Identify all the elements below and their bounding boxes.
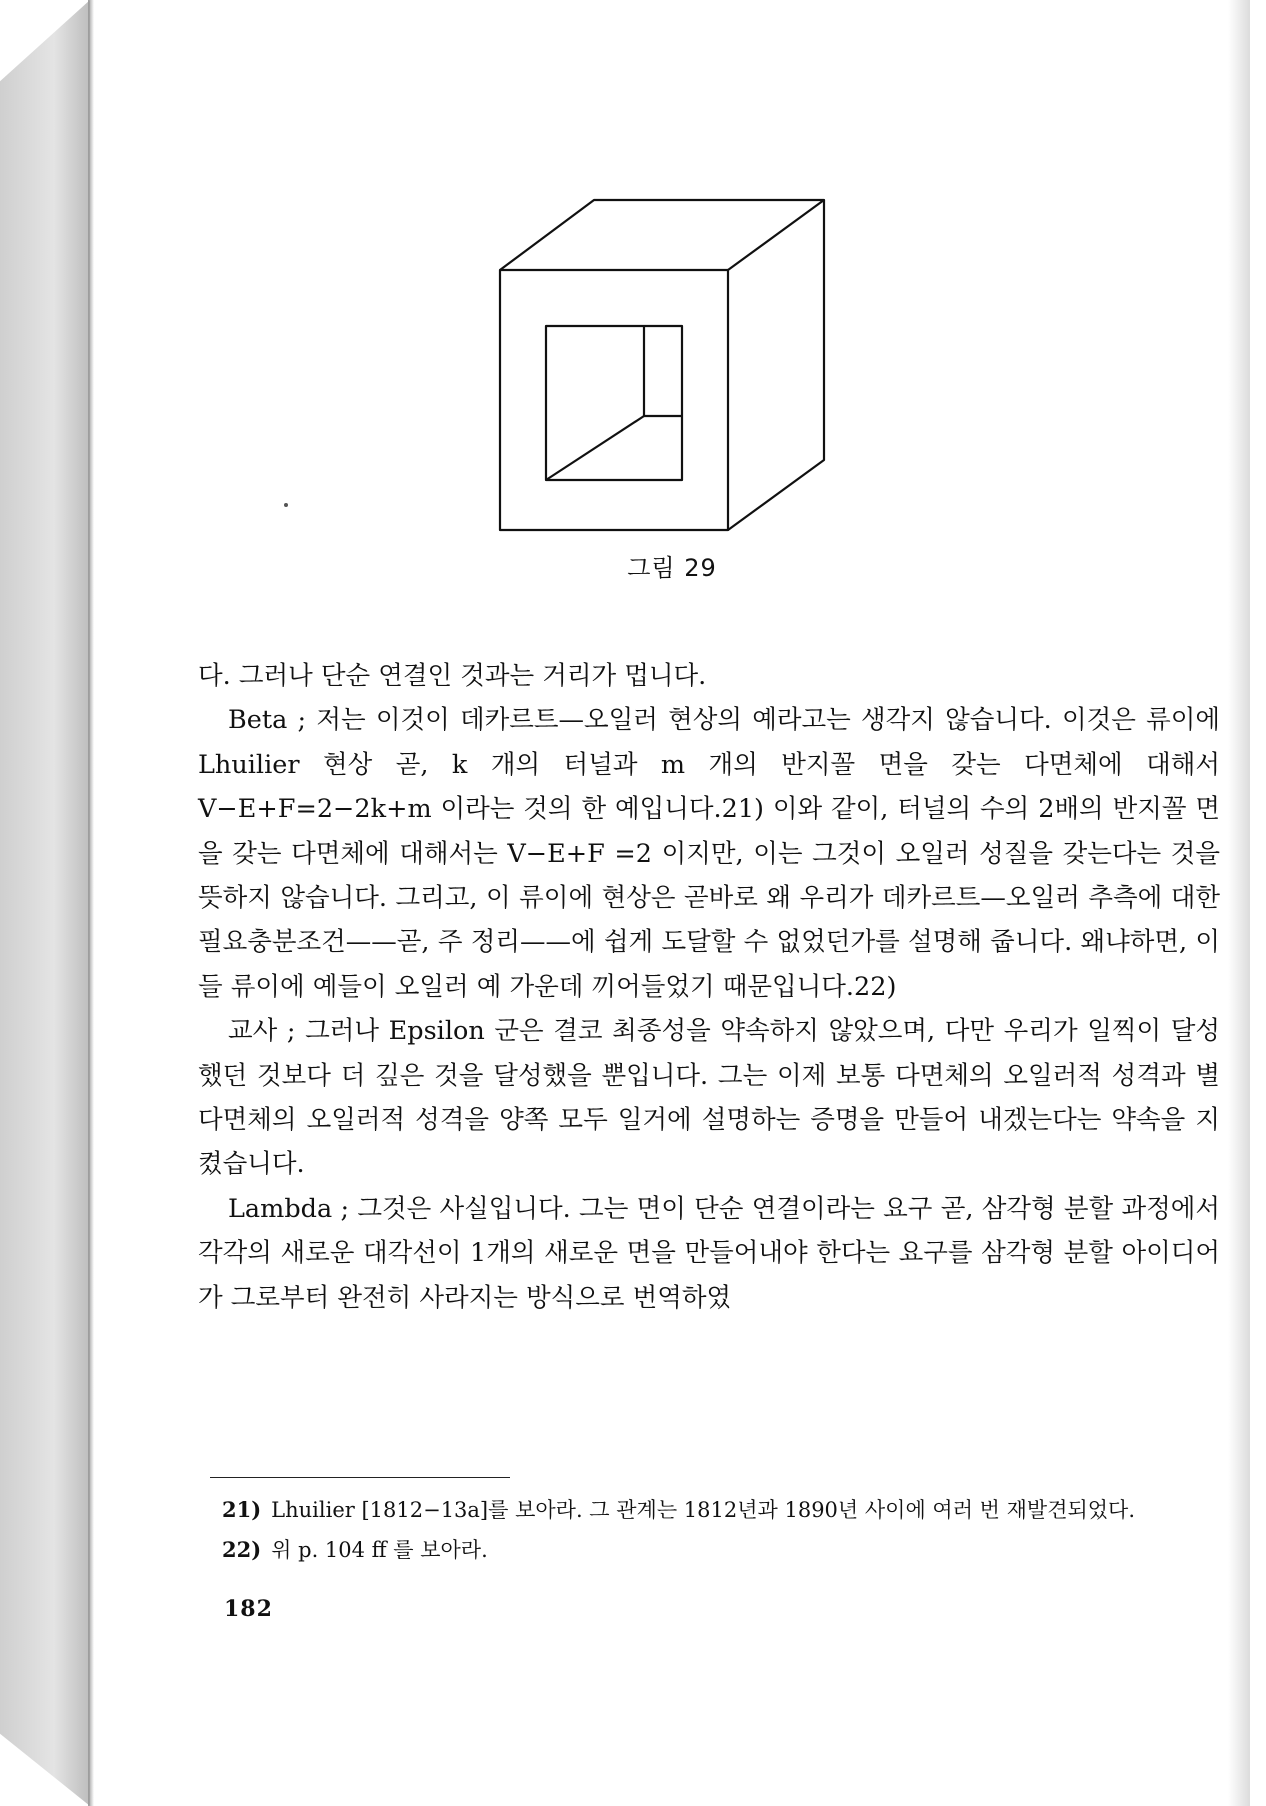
footnote-number: 22) xyxy=(222,1537,262,1562)
body-text xyxy=(198,654,1220,1320)
paragraph-lambda: Lambda ; 그것은 사실입니다. 그는 면이 단순 연결이라는 요구 곧, 삼각형 분할 과정에서 각각의 새로운 대각선이 1개의 새로운 면을 만들어내야 한다는 요구를 삼각형 분할 아이디어가 그로부터 완전히 사라지는 방식으로 번역하였 xyxy=(198,1193,1220,1313)
stray-mark xyxy=(284,503,288,507)
paragraph-continuation: 다. 그러나 단순 연결인 것과는 거리가 멉니다. xyxy=(198,661,707,691)
tunnel-diagonal-edge xyxy=(546,416,644,480)
footnote-text: Lhuilier [1812−13a]를 보아라. 그 관계는 1812년과 1890년 사이에 여러 번 재발견되었다. xyxy=(271,1498,1136,1522)
book-spine-edge xyxy=(0,0,90,1806)
figure-caption: 그림 29 xyxy=(627,554,717,582)
cube-top-face xyxy=(500,200,824,270)
footnote-number: 21) xyxy=(222,1497,262,1522)
footnotes xyxy=(222,1490,1222,1570)
footnote-divider xyxy=(210,1477,510,1478)
footnote-text: 위 p. 104 ff 를 보아라. xyxy=(271,1538,488,1562)
book-page xyxy=(94,0,1250,1806)
cube-front-face xyxy=(500,270,728,530)
page-number: 182 xyxy=(224,1596,273,1622)
tunnel-opening xyxy=(546,326,682,480)
figure-29 xyxy=(494,190,834,540)
cube-right-face xyxy=(728,200,824,530)
page-right-shade xyxy=(1228,0,1250,1806)
cube-with-tunnel-drawing xyxy=(494,190,834,540)
footnote-21 xyxy=(222,1490,1222,1530)
footnote-22 xyxy=(222,1530,1222,1570)
paragraph-beta: Beta ; 저는 이것이 데카르트—오일러 현상의 예라고는 생각지 않습니다. 이것은 류이에 Lhuilier 현상 곧, k 개의 터널과 m 개의 반지꼴 면을 갖는 다면체에 대해서 V−E+F=2−2k+m 이라는 것의 한 예입니다.21) 이와 같이, 터널의 수의 2배의 반지꼴 면을 갖는 다면체에 대해서는 V−E+F =2 이지만, 이는 그것이 오일러 성질을 갖는다는 것을 뜻하지 않습니다. 그리고, 이 류이에 현상은 곧바로 왜 우리가 데카르트—오일러 추측에 대한 필요충분조건——곧, 주 정리——에 쉽게 도달할 수 없었던가를 설명해 줍니다. 왜냐하면, 이들 류이에 예들이 오일러 예 가운데 끼어들었기 때문입니다.22) xyxy=(198,705,1220,1002)
paragraph-teacher: 교사 ; 그러나 Epsilon 군은 결코 최종성을 약속하지 않았으며, 다만 우리가 일찍이 달성했던 것보다 더 깊은 것을 달성했을 뿐입니다. 그는 이제 보통 다면체의 오일러적 성격과 별 다면체의 오일러적 성격을 양쪽 모두 일거에 설명하는 증명을 만들어 내겠는다는 약속을 지켰습니다. xyxy=(198,1016,1220,1180)
